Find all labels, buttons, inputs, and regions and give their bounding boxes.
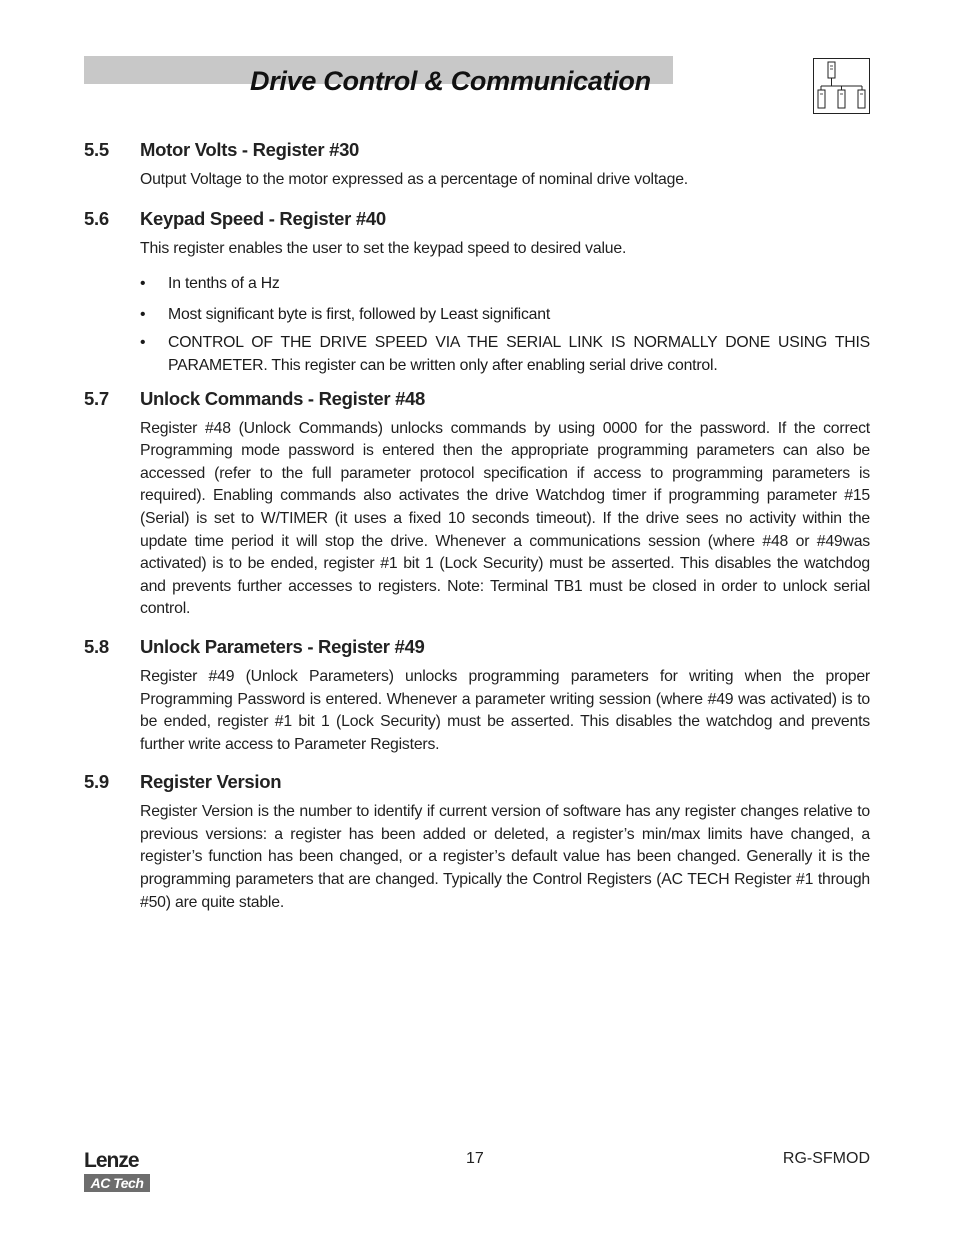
list-item-text: CONTROL OF THE DRIVE SPEED VIA THE SERIAL LINK IS NORMALLY DONE USING THIS PARAMETER. This register can be written only after enabling serial drive control.: [168, 334, 870, 374]
section-heading: [84, 138, 870, 162]
list-item-text: Most significant byte is first, followed by Least significant: [168, 305, 551, 323]
document-body: [84, 138, 870, 914]
bullet-dot: •: [140, 305, 146, 323]
section-number: 5.7: [84, 387, 109, 409]
section-paragraph: Register #49 (Unlock Parameters) unlocks programming parameters for writing when the proper Programming Password is entered. Whenever a parameter writing session (where #49 was activated) is to be ended, register #1 bit 1 (Lock Security) must be asserted. This disables the watchdog and prevents further write access to Parameter Registers.: [140, 667, 870, 753]
section-paragraph: This register enables the user to set the keypad speed to desired value.: [140, 239, 627, 257]
list-item: [140, 273, 870, 296]
bullet-dot: •: [140, 334, 146, 352]
logo-lenze-text: Lenze: [84, 1149, 139, 1172]
section-number: 5.8: [84, 635, 109, 657]
network-drives-icon: [813, 58, 870, 114]
list-item: [140, 304, 870, 327]
section-5-6: [84, 207, 870, 378]
section-5-9: [84, 770, 870, 914]
section-title: Keypad Speed - Register #40: [140, 207, 386, 229]
document-code: RG-SFMOD: [782, 1150, 870, 1167]
section-heading: [84, 770, 870, 794]
page-number: 17: [466, 1150, 484, 1167]
section-5-8: [84, 635, 870, 756]
section-heading: [84, 387, 870, 411]
section-paragraph: Register Version is the number to identify if current version of software has any register changes relative to previous versions: a register has been added or deleted, a register’s min/max limits have changed, a register’s function has been changed, or a register’s default value has been changed. Generally it is the programming parameters that are changed. Typically the Control Registers (AC TECH Register #1 through #50) are quite stable.: [140, 803, 870, 911]
section-title: Unlock Parameters - Register #49: [140, 635, 425, 657]
section-title: Unlock Commands - Register #48: [140, 387, 426, 409]
bullet-dot: •: [140, 275, 146, 293]
section-heading: [84, 207, 870, 231]
section-title: Register Version: [140, 771, 282, 793]
lenze-ac-tech-logo: [84, 1150, 152, 1194]
list-item: [140, 332, 870, 377]
section-heading: [84, 635, 870, 659]
section-number: 5.5: [84, 139, 109, 160]
section-paragraph: Output Voltage to the motor expressed as a percentage of nominal drive voltage.: [140, 171, 688, 188]
section-number: 5.6: [84, 207, 109, 229]
page-title: Drive Control & Communication: [250, 66, 651, 96]
section-5-5: [84, 138, 870, 192]
logo-actech-text: AC Tech: [84, 1174, 150, 1192]
section-title: Motor Volts - Register #30: [140, 139, 360, 160]
section-number: 5.9: [84, 771, 109, 793]
bullet-list: [140, 273, 870, 377]
section-5-7: [84, 387, 870, 621]
section-paragraph: Register #48 (Unlock Commands) unlocks commands by using 0000 for the password. If the correct Programming mode password is entered then the appropriate programming parameters can also be accessed (refer to the full parameter protocol specification if access to programming parameters is required). Enabling commands also activates the drive Watchdog timer if programming parameter #15 (Serial) is set to W/TIMER (it uses a fixed 10 seconds timeout). If the drive sees no activity within the update time period it will stop the drive. Whenever a communications session (where #48 or #49was activated) is to be ended, register #1 bit 1 (Lock Security) must be asserted. This disables the watchdog and prevents further accesses to registers. Note: Terminal TB1 must be closed in order to unlock serial control.: [140, 419, 870, 618]
list-item-text: In tenths of a Hz: [168, 275, 280, 293]
